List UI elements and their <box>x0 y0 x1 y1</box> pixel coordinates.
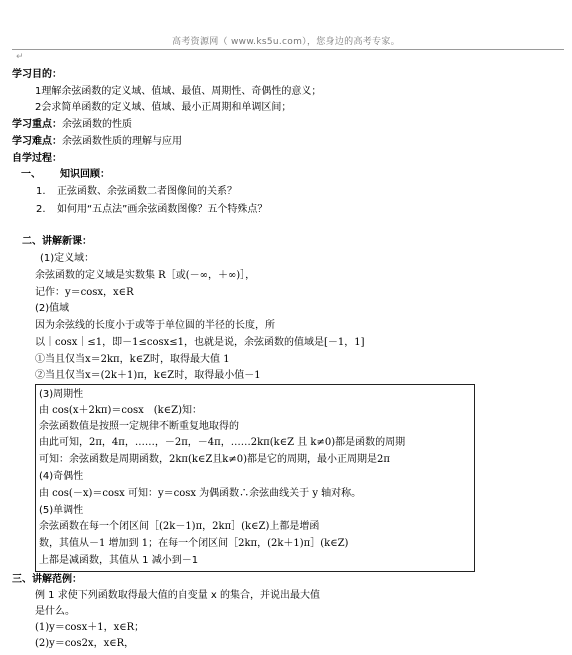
difficulty-line <box>12 136 182 148</box>
min-text: ②当且仅当x＝(2k＋1)π，k∈Z时，取得最小值－1 <box>35 370 261 381</box>
review-q1: 正弦函数、余弦函数二者图像间的关系？ <box>57 186 237 197</box>
period-text-3: 由此可知，2π，4π，……，－2π，－4π，……2kπ(k∈Z 且 k≠0)都是函数的周期 <box>39 437 406 448</box>
range-text-1: 因为余弦线的长度小于或等于单位圆的半径的长度，所 <box>35 320 275 331</box>
max-text: ①当且仅当x＝2kπ，k∈Z时，取得最大值 1 <box>35 354 230 365</box>
domain-heading: (1)定义域： <box>40 253 95 264</box>
review-q2: 如何用“五点法”画余弦函数图像？五个特殊点？ <box>57 204 268 215</box>
page-header: 高考资源网（ www.ks5u.com），您身边的高考专家。 <box>172 37 400 47</box>
period-text-1: 由 cos(x＋2kπ)＝cosx (k∈Z)知： <box>39 405 202 416</box>
domain-text: 余弦函数的定义域是实数集 R［或(－∞，＋∞)］， <box>35 270 256 281</box>
focus-label: 学习重点： <box>12 119 62 130</box>
example-1-text: 例 1 求使下列函数取得最大值的自变量 x 的集合，并说出最大值 <box>35 590 320 601</box>
goal-item-1: 1理解余弦函数的定义域、值域、最值、周期性、奇偶性的意义； <box>35 86 322 97</box>
monotonicity-heading: (5)单调性 <box>39 505 84 516</box>
range-text-2: 以｜cosx｜≤1，即－1≤cosx≤1，也就是说，余弦函数的值域是[－1，1] <box>35 337 365 348</box>
review-number: 一、 <box>21 169 41 180</box>
example-1-part-2: (2)y＝cos2x，x∈R， <box>35 638 135 649</box>
focus-line <box>12 119 132 131</box>
difficulty-label: 学习难点： <box>12 136 62 147</box>
properties-box <box>35 384 475 572</box>
focus-text: 余弦函数的性质 <box>62 119 132 130</box>
monotonicity-text-3: 上都是减函数，其值从 1 减小到－1 <box>39 555 199 566</box>
parity-text: 由 cos(－x)＝cosx 可知：y＝cosx 为偶函数∴余弦曲线关于 y 轴对称。 <box>39 488 362 499</box>
example-1-text-cont: 是什么。 <box>35 606 75 617</box>
goal-heading: 学习目的： <box>12 69 62 80</box>
new-lesson-heading: 二、讲解新课： <box>22 236 92 247</box>
parity-heading: (4)奇偶性 <box>39 471 84 482</box>
self-study-heading: 自学过程： <box>12 153 62 164</box>
goal-item-2: 2会求简单函数的定义域、值域、最小正周期和单调区间； <box>35 102 292 113</box>
notation-text: 记作：y＝cosx，x∈R <box>35 287 134 298</box>
range-heading: (2)值域 <box>35 303 70 314</box>
header-rule <box>12 49 564 50</box>
monotonicity-text-1: 余弦函数在每一个闭区间［(2k－1)π，2kπ］(k∈Z)上都是增函 <box>39 521 320 532</box>
period-heading: (3)周期性 <box>39 389 84 400</box>
example-1-part-1: (1)y＝cosx＋1，x∈R； <box>35 622 145 633</box>
examples-heading: 三、讲解范例： <box>12 574 82 585</box>
period-text-4: 可知：余弦函数是周期函数，2kπ(k∈Z且k≠0)都是它的周期，最小正周期是2π <box>39 454 390 465</box>
period-text-2: 余弦函数值是按照一定规律不断重复地取得的 <box>39 421 239 432</box>
review-q1-number: 1. <box>36 186 46 197</box>
difficulty-text: 余弦函数性质的理解与应用 <box>62 136 182 147</box>
review-title: 知识回顾： <box>60 169 110 180</box>
review-q2-number: 2. <box>36 204 46 215</box>
monotonicity-text-2: 数，其值从－1 增加到 1；在每一个闭区间［2kπ，(2k＋1)π］(k∈Z) <box>39 538 349 549</box>
paragraph-mark-icon: ↵ <box>16 52 24 62</box>
